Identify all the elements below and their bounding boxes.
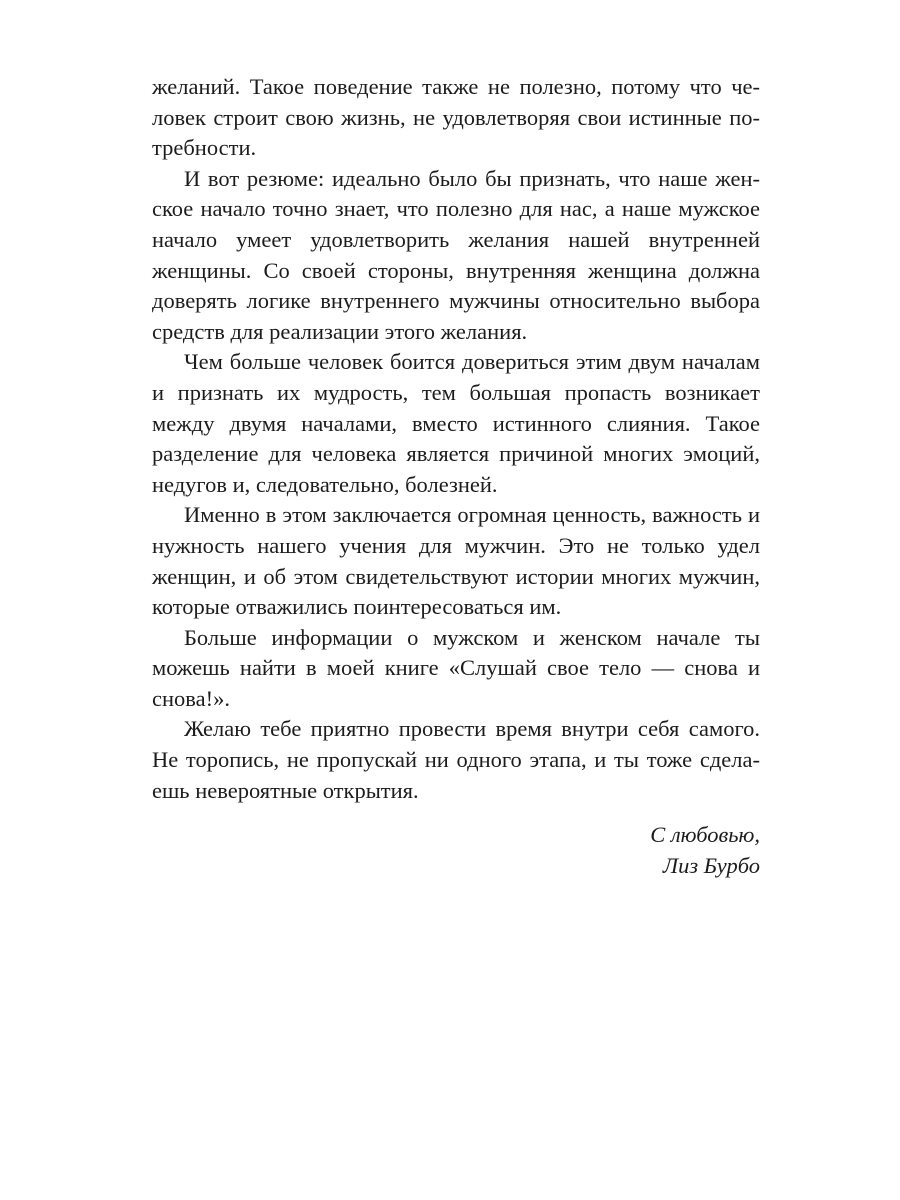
- signature: [152, 820, 760, 881]
- paragraph-continued: желаний. Такое поведение также не полезно, потому что человек строит свою жизнь, не удовлетворяя свои истинные потребности.: [152, 74, 760, 161]
- paragraph-wish: Желаю тебе приятно провести время внутри себя самого. Не торопись, не пропускай ни одного этапа, и ты тоже сделаешь невероятные открытия.: [152, 716, 760, 803]
- paragraph-value: Именно в этом заключается огромная ценность, важность и нужность нашего учения для мужчин. Это не только удел женщин, и об этом свидетельствуют истории многих мужчин, которые отважились поинтересоваться им.: [152, 502, 760, 620]
- signature-closing: С любовью,: [650, 822, 760, 848]
- paragraph-summary: И вот резюме: идеально было бы признать, что наше женское начало точно знает, что полезно для нас, а наше мужское начало умеет удовлетворить желания нашей внутренней женщины. Со своей стороны, внутренняя женщина должна доверять логике внутреннего мужчины относительно выбора средств для реализации этого желания.: [152, 165, 760, 344]
- body-text: [152, 72, 760, 881]
- paragraph-more-info: Больше информации о мужском и женском начале ты можешь найти в моей книге «Слушай свое тело — снова и снова!».: [152, 624, 760, 711]
- paragraph-trust: Чем больше человек боится довериться этим двум началам и признать их мудрость, тем большая пропасть возникает между двумя началами, вместо истинного слияния. Такое разделение для человека является причиной многих эмоций, недугов и, следовательно, болезней.: [152, 349, 760, 497]
- signature-author: Лиз Бурбо: [662, 852, 760, 878]
